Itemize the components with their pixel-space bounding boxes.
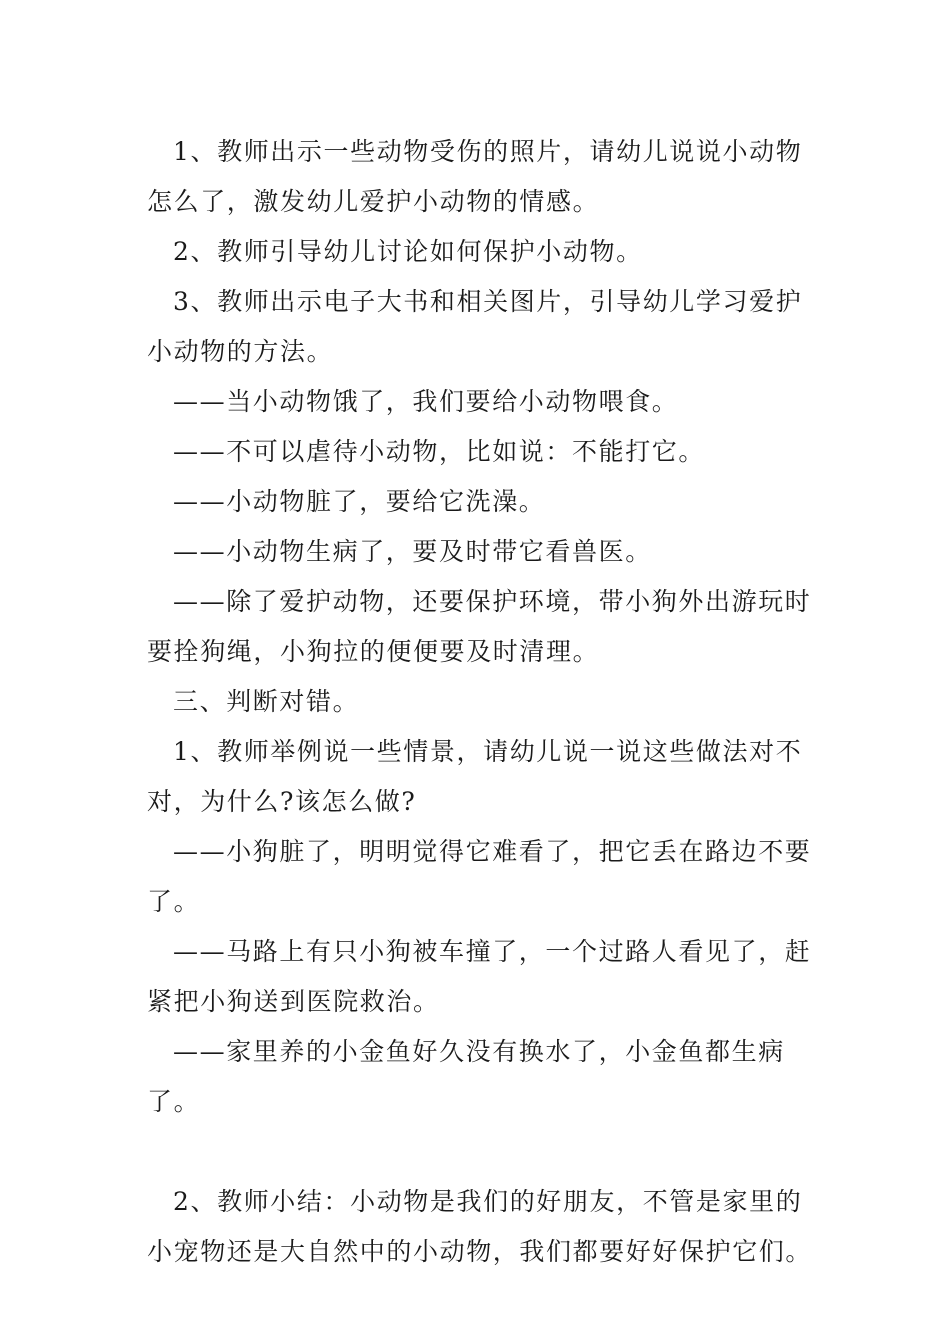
paragraph-scenario-dirty-dog: ——小狗脏了，明明觉得它难看了，把它丢在路边不要了。 [147, 837, 812, 916]
paragraph-method-environment: ——除了爱护动物，还要保护环境，带小狗外出游玩时要拴狗绳，小狗拉的便便要及时清理。 [147, 587, 812, 666]
paragraph-method-bath: ——小动物脏了，要给它洗澡。 [173, 487, 546, 516]
paragraph-spacer [147, 1127, 827, 1177]
paragraph-method-vet: ——小动物生病了，要及时带它看兽医。 [173, 537, 652, 566]
paragraph-method-no-abuse: ——不可以虐待小动物，比如说：不能打它。 [173, 437, 706, 466]
paragraph-step-2: 2、教师引导幼儿讨论如何保护小动物。 [173, 237, 643, 266]
paragraph-summary: 2、教师小结：小动物是我们的好朋友，不管是家里的小宠物还是大自然中的小动物，我们都要好好保护它们。 [147, 1187, 813, 1266]
paragraph-step-3: 3、教师出示电子大书和相关图片，引导幼儿学习爱护小动物的方法。 [147, 287, 803, 366]
section-heading-judge: 三、判断对错。 [173, 687, 360, 716]
paragraph-scenario-goldfish: ——家里养的小金鱼好久没有换水了，小金鱼都生病了。 [147, 1037, 785, 1116]
paragraph-judge-intro: 1、教师举例说一些情景，请幼儿说一说这些做法对不对，为什么?该怎么做? [147, 737, 803, 816]
document-body [147, 127, 827, 1277]
paragraph-method-feed: ——当小动物饿了，我们要给小动物喂食。 [173, 387, 679, 416]
paragraph-step-1: 1、教师出示一些动物受伤的照片，请幼儿说说小动物怎么了，激发幼儿爱护小动物的情感。 [147, 137, 803, 216]
paragraph-scenario-hit-dog: ——马路上有只小狗被车撞了，一个过路人看见了，赶紧把小狗送到医院救治。 [147, 937, 812, 1016]
